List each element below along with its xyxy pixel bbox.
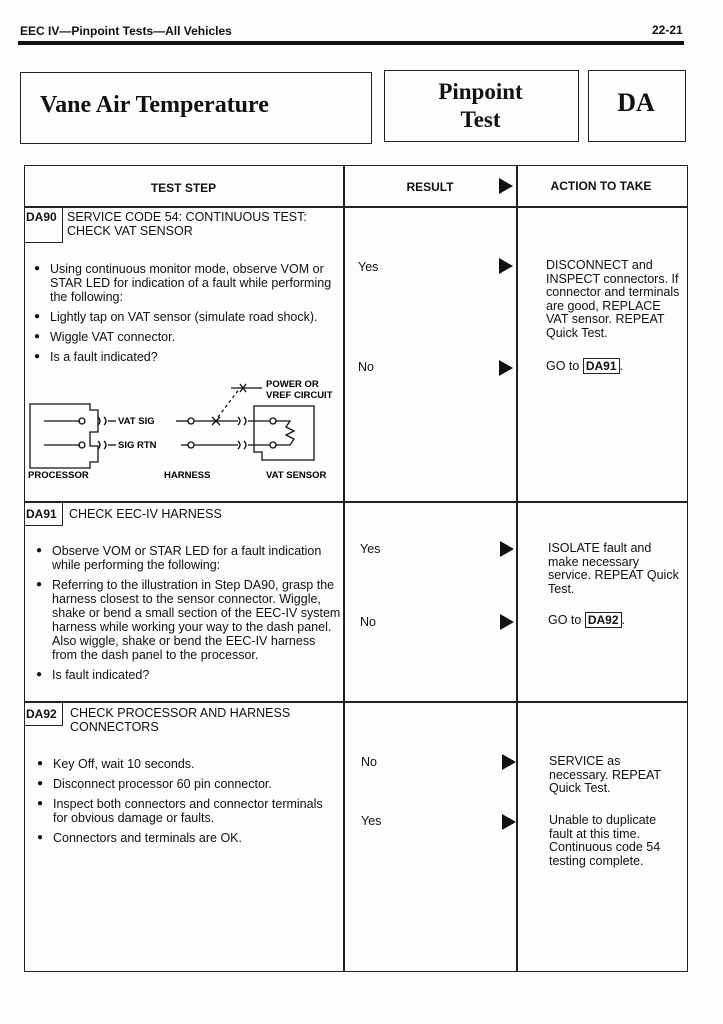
step-title (67, 210, 307, 238)
arrow-icon (499, 178, 513, 194)
step-code: DA91 (26, 507, 57, 521)
arrow-icon (500, 614, 514, 630)
bullet-item: ● Disconnect processor 60 pin connector. (37, 777, 327, 791)
step-code: DA90 (26, 210, 57, 224)
step-bullets (36, 544, 341, 688)
result-value: Yes (358, 260, 379, 274)
bullet-item: ● Connectors and terminals are OK. (37, 831, 327, 845)
pinpoint-line1: Pinpoint (438, 79, 523, 104)
step-bullets (37, 757, 327, 851)
action-text (548, 614, 625, 628)
column-divider-2 (516, 165, 518, 971)
action-text: DISCONNECT and INSPECT connectors. If connector and terminals are good, REPLACE VAT sensor. REPEAT Quick Test. (546, 258, 680, 340)
step-title-line: CHECK PROCESSOR AND HARNESS (70, 706, 291, 720)
power-label-line1: POWER OR (266, 379, 319, 390)
result-value: No (360, 615, 376, 629)
col-header-action: ACTION TO TAKE (550, 179, 652, 193)
bullet-item: ● Using continuous monitor mode, observe VOM or STAR LED for indication of a fault while performing the following: (34, 262, 339, 304)
step-title-line: SERVICE CODE 54: CONTINUOUS TEST: (67, 210, 307, 224)
bullet-item: ● Is a fault indicated? (34, 350, 339, 364)
col-header-result: RESULT (406, 180, 454, 194)
step-reference-link[interactable]: DA92 (585, 612, 622, 628)
action-text: Unable to duplicate fault at this time. Continuous code 54 testing complete. (549, 813, 661, 868)
bullet-item: ● Wiggle VAT connector. (34, 330, 339, 344)
result-value: Yes (360, 542, 381, 556)
step-title: CHECK EEC-IV HARNESS (69, 507, 222, 521)
arrow-icon (499, 258, 513, 274)
action-suffix: . (619, 359, 623, 373)
header-rule (18, 41, 684, 45)
step-reference-link[interactable]: DA91 (583, 358, 620, 374)
column-divider-1 (343, 165, 345, 971)
wiring-diagram (26, 372, 342, 484)
running-header: EEC IV—Pinpoint Tests—All Vehicles (20, 24, 232, 38)
step-code: DA92 (26, 707, 57, 721)
step-title (70, 706, 290, 734)
action-suffix: . (621, 613, 625, 627)
arrow-icon (499, 360, 513, 376)
page-title: Vane Air Temperature (40, 92, 269, 118)
arrow-icon (502, 814, 516, 830)
bullet-item: ● Observe VOM or STAR LED for a fault indication while performing the following: (36, 544, 341, 572)
row-divider-2 (24, 701, 687, 703)
step-title-line: CHECK VAT SENSOR (67, 224, 193, 238)
action-text: SERVICE as necessary. REPEAT Quick Test. (549, 754, 661, 795)
action-prefix: GO to (546, 359, 580, 373)
power-label-line2: VREF CIRCUIT (266, 390, 333, 401)
result-value: No (361, 755, 377, 769)
test-code: DA (617, 88, 655, 117)
sig-rtn-label: SIG RTN (118, 440, 157, 451)
step-title-line: CONNECTORS (70, 720, 159, 734)
action-prefix: GO to (548, 613, 582, 627)
step-bullets (34, 262, 339, 370)
processor-outline (30, 404, 98, 468)
bullet-item: ● Inspect both connectors and connector terminals for obvious damage or faults. (37, 797, 327, 825)
bullet-item: ● Key Off, wait 10 seconds. (37, 757, 327, 771)
processor-label: PROCESSOR (28, 470, 89, 481)
col-header-test-step: TEST STEP (150, 181, 217, 195)
pinpoint-label (384, 78, 577, 134)
bullet-item: ● Lightly tap on VAT sensor (simulate road shock). (34, 310, 339, 324)
arrow-icon (502, 754, 516, 770)
row-divider-1 (24, 501, 687, 503)
bullet-item: ● Referring to the illustration in Step DA90, grasp the harness closest to the sensor connector. Wiggle, shake or bend a small section of the EEC-IV system harness while working your way to the dash panel. Also wiggle, shake or bend the EEC-IV harness from the dash panel to the processor. (36, 578, 341, 662)
action-text: ISOLATE fault and make necessary service. REPEAT Quick Test. (548, 541, 679, 596)
result-value: Yes (361, 814, 382, 828)
pinpoint-line2: Test (460, 107, 501, 132)
header-row-divider (24, 206, 687, 208)
bullet-item: ● Is fault indicated? (36, 668, 341, 682)
page-number: 22-21 (652, 23, 683, 37)
action-text (546, 360, 623, 374)
harness-label: HARNESS (164, 470, 211, 481)
vat-sig-label: VAT SIG (118, 416, 155, 427)
arrow-icon (500, 541, 514, 557)
vat-sensor-label: VAT SENSOR (266, 470, 327, 481)
vat-sensor-outline (254, 406, 314, 460)
result-value: No (358, 360, 374, 374)
